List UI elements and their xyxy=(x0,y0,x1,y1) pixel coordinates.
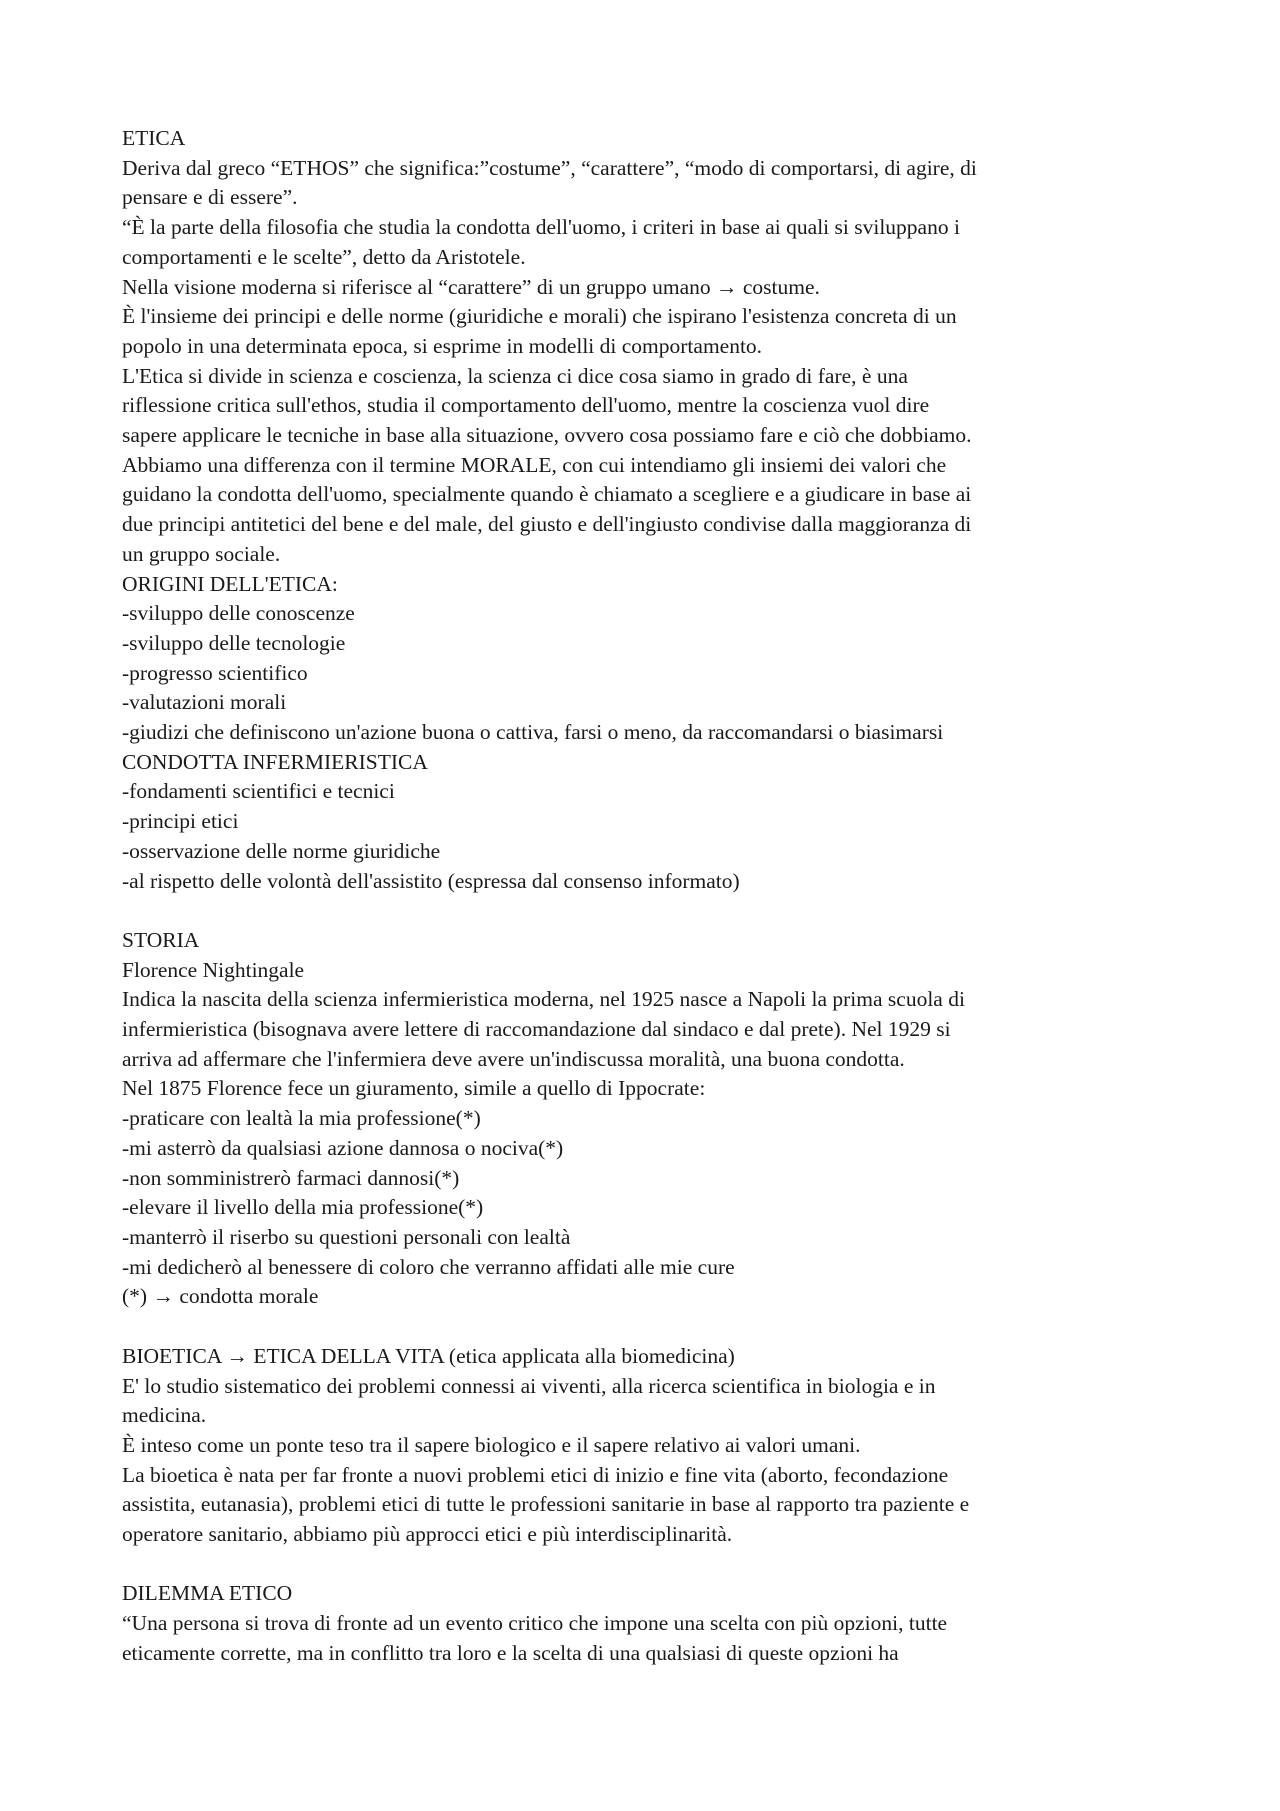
paragraph-line: operatore sanitario, abbiamo più approcci etici e più interdisciplinarità. xyxy=(122,1522,733,1547)
paragraph-line: È inteso come un ponte teso tra il sapere biologico e il sapere relativo ai valori umani. xyxy=(122,1432,861,1457)
section-subheading: Florence Nightingale xyxy=(122,957,305,982)
section-heading: BIOETICA → ETICA DELLA VITA (etica applicata alla biomedicina) xyxy=(122,1343,735,1368)
paragraph-line: due principi antitetici del bene e del male, del giusto e dell'ingiusto condivise dalla maggioranza di xyxy=(122,512,972,537)
list-item: -praticare con lealtà la mia professione(*) xyxy=(122,1106,481,1131)
section-heading: ETICA xyxy=(122,126,186,150)
paragraph-line: riflessione critica sull'ethos, studia il comportamento dell'uomo, mentre la coscienza vuol dire xyxy=(122,393,930,418)
paragraph-line: È l'insieme dei principi e delle norme (giuridiche e morali) che ispirano l'esistenza concreta di un xyxy=(122,304,957,329)
paragraph-line: Abbiamo una differenza con il termine MORALE, con cui intendiamo gli insiemi dei valori che xyxy=(122,452,947,477)
paragraph-line: pensare e di essere”. xyxy=(122,185,298,210)
paragraph-line: Deriva dal greco “ETHOS” che significa:”costume”, “carattere”, “modo di comportarsi, di agire, di xyxy=(122,155,977,180)
list-item: -mi asterrò da qualsiasi azione dannosa o nociva(*) xyxy=(122,1135,564,1160)
section-condotta xyxy=(122,748,1162,897)
paragraph-line: E' lo studio sistematico dei problemi connessi ai viventi, alla ricerca scientifica in biologia e in xyxy=(122,1373,936,1398)
paragraph-line: comportamenti e le scelte”, detto da Aristotele. xyxy=(122,244,526,269)
paragraph-line: medicina. xyxy=(122,1403,207,1428)
paragraph-line: L'Etica si divide in scienza e coscienza, la scienza ci dice cosa siamo in grado di fare, è una xyxy=(122,363,908,388)
section-bioetica xyxy=(122,1342,1162,1550)
section-origini xyxy=(122,570,1162,748)
list-item: -osservazione delle norme giuridiche xyxy=(122,838,441,863)
footnote: (*) → condotta morale xyxy=(122,1284,319,1309)
list-item: -elevare il livello della mia professione(*) xyxy=(122,1195,484,1220)
section-dilemma xyxy=(122,1579,1162,1668)
list-item: -sviluppo delle conoscenze xyxy=(122,601,355,626)
list-item: -progresso scientifico xyxy=(122,660,308,685)
paragraph-line: Nella visione moderna si riferisce al “carattere” di un gruppo umano → costume. xyxy=(122,274,820,299)
list-item: -fondamenti scientifici e tecnici xyxy=(122,779,395,804)
paragraph-line: eticamente corrette, ma in conflitto tra loro e la scelta di una qualsiasi di queste opzioni ha xyxy=(122,1640,899,1665)
blank-line xyxy=(122,896,1162,926)
paragraph-line: La bioetica è nata per far fronte a nuovi problemi etici di inizio e fine vita (aborto, fecondazione xyxy=(122,1462,949,1487)
list-item: -non somministrerò farmaci dannosi(*) xyxy=(122,1165,460,1190)
paragraph-line: sapere applicare le tecniche in base alla situazione, ovvero cosa possiamo fare e ciò che dobbiamo. xyxy=(122,423,972,448)
paragraph-line: guidano la condotta dell'uomo, specialmente quando è chiamato a scegliere e a giudicare in base ai xyxy=(122,482,972,507)
document-page xyxy=(122,124,1162,1669)
paragraph-line: popolo in una determinata epoca, si esprime in modelli di comportamento. xyxy=(122,333,763,358)
list-item: -valutazioni morali xyxy=(122,690,287,715)
paragraph-line: un gruppo sociale. xyxy=(122,541,281,566)
section-etica xyxy=(122,124,1162,570)
paragraph-line: “È la parte della filosofia che studia la condotta dell'uomo, i criteri in base ai quali si sviluppano i xyxy=(122,215,960,240)
paragraph-line: Nel 1875 Florence fece un giuramento, simile a quello di Ippocrate: xyxy=(122,1076,706,1101)
list-item: -principi etici xyxy=(122,809,239,834)
paragraph-line: arriva ad affermare che l'infermiera deve avere un'indiscussa moralità, una buona condotta. xyxy=(122,1046,905,1071)
list-item: -mi dedicherò al benessere di coloro che verranno affidati alle mie cure xyxy=(122,1254,735,1279)
section-heading: CONDOTTA INFERMIERISTICA xyxy=(122,749,428,774)
paragraph-line: “Una persona si trova di fronte ad un evento critico che impone una scelta con più opzioni, tutte xyxy=(122,1611,948,1636)
paragraph-line: assistita, eutanasia), problemi etici di tutte le professioni sanitarie in base al rapporto tra paziente e xyxy=(122,1492,970,1517)
section-storia xyxy=(122,926,1162,1312)
list-item: -al rispetto delle volontà dell'assistito (espressa dal consenso informato) xyxy=(122,868,740,893)
section-heading: ORIGINI DELL'ETICA: xyxy=(122,571,338,596)
blank-line xyxy=(122,1312,1162,1342)
paragraph-line: infermieristica (bisognava avere lettere di raccomandazione dal sindaco e dal prete). Nel 1929 si xyxy=(122,1017,951,1042)
section-heading: DILEMMA ETICO xyxy=(122,1581,293,1606)
list-item: -sviluppo delle tecnologie xyxy=(122,630,346,655)
list-item: -giudizi che definiscono un'azione buona o cattiva, farsi o meno, da raccomandarsi o biasimarsi xyxy=(122,720,944,745)
paragraph-line: Indica la nascita della scienza infermieristica moderna, nel 1925 nasce a Napoli la prima scuola di xyxy=(122,987,965,1012)
section-heading: STORIA xyxy=(122,927,200,952)
blank-line xyxy=(122,1550,1162,1580)
list-item: -manterrò il riserbo su questioni personali con lealtà xyxy=(122,1225,571,1249)
